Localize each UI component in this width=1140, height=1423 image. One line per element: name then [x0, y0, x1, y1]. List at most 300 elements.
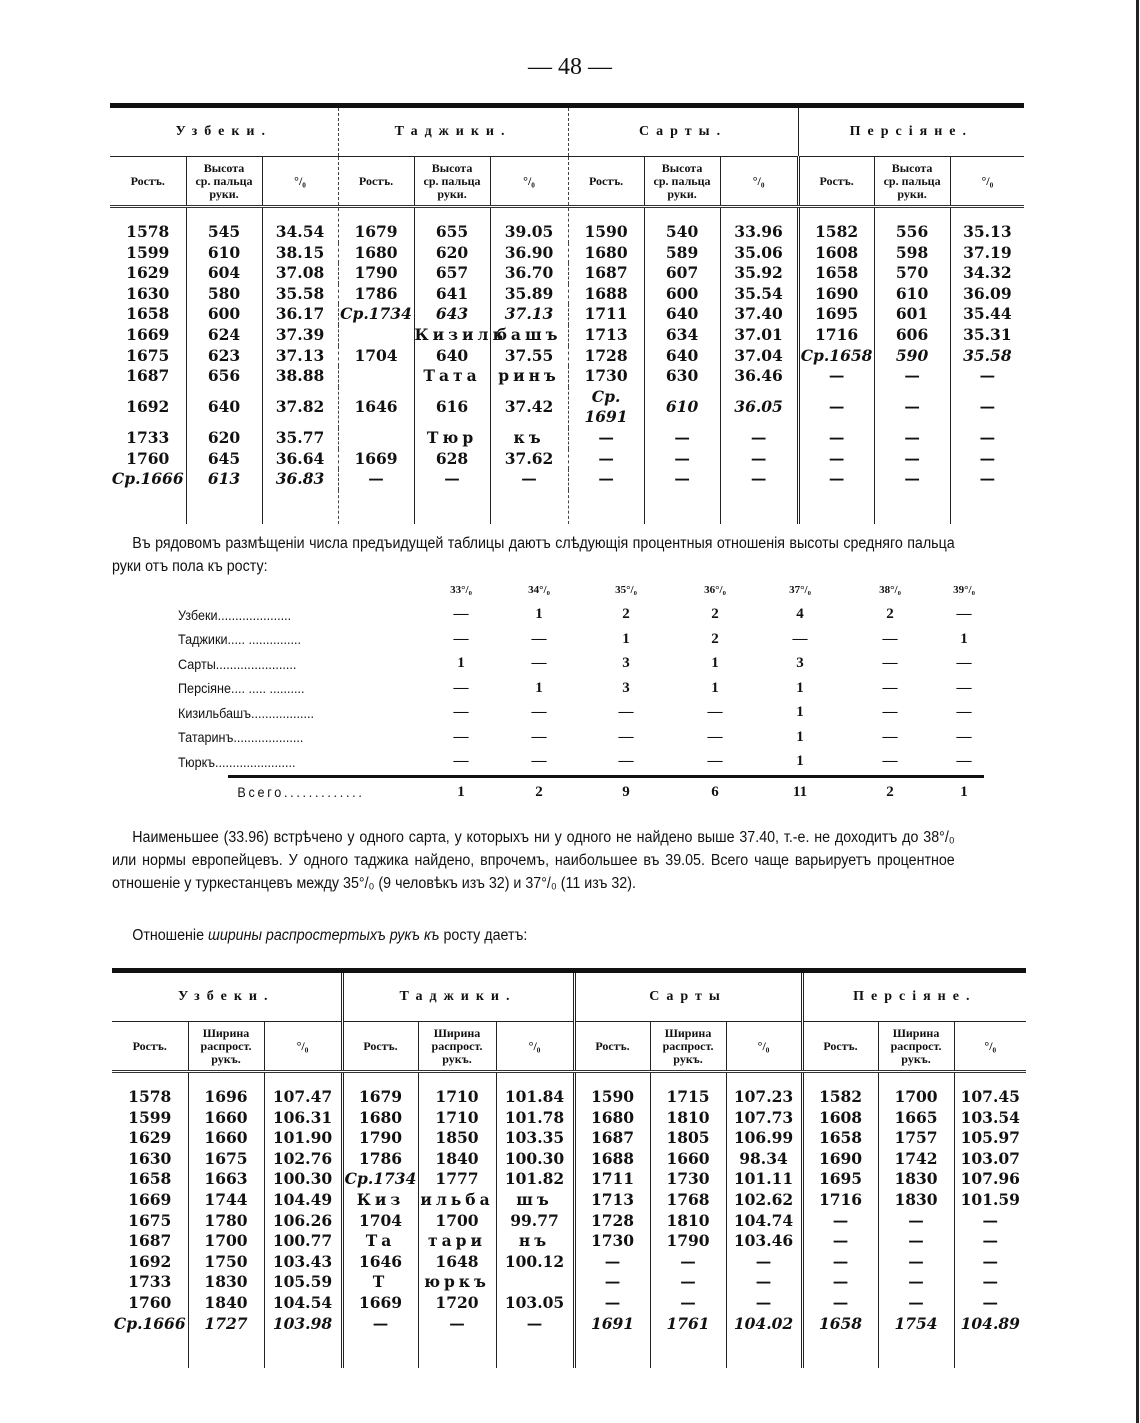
table-cell: Т — [342, 1272, 418, 1293]
column-header-row — [112, 1022, 1026, 1072]
table-row — [112, 1169, 1026, 1190]
summary-header-row — [178, 578, 998, 603]
table-cell: 628 — [414, 449, 490, 470]
table-cell: 1687 — [126, 366, 170, 386]
col-header-line: ср. пальца — [195, 173, 253, 188]
summary-cell: 1 — [535, 679, 543, 696]
summary-cell: — — [882, 679, 898, 696]
table-cell: 540 — [644, 207, 720, 243]
table-cell: 36.46 — [720, 366, 798, 387]
summary-cell: 1 — [960, 630, 968, 647]
summary-cell: 1 — [535, 606, 543, 623]
summary-cell: — — [956, 655, 972, 672]
table-cell: 104.74 — [726, 1211, 802, 1232]
table-cell: 1757 — [878, 1128, 954, 1149]
table-cell: 38.15 — [262, 243, 338, 264]
summary-row-label: Тюркъ....................... — [178, 753, 296, 770]
summary-cell: — — [882, 728, 898, 745]
table-cell: — — [802, 1211, 878, 1232]
col-header-line: руки. — [437, 186, 467, 201]
table-cell: 103.54 — [954, 1108, 1026, 1129]
table-cell: 1830 — [878, 1169, 954, 1190]
table-cell: 36.05 — [720, 387, 798, 428]
table-cell: 1760 — [128, 1292, 172, 1312]
col-header-line: распрост. — [662, 1038, 714, 1053]
table-cell: 600 — [186, 304, 262, 325]
table-cell: — — [644, 469, 720, 490]
table-cell: — — [342, 1314, 418, 1335]
table-padding-cell — [644, 490, 720, 524]
col-header-line: рукъ. — [442, 1051, 472, 1066]
table-padding-cell — [878, 1334, 954, 1368]
group-persiane: Персіяне. — [802, 971, 1026, 1022]
table-cell: 1768 — [650, 1190, 726, 1211]
table-cell: 104.54 — [264, 1293, 342, 1314]
table-cell: 1805 — [650, 1128, 726, 1149]
table-cell: 1688 — [568, 284, 644, 305]
summary-cell: — — [453, 728, 469, 745]
summary-row — [178, 780, 998, 805]
paragraph-intro — [112, 532, 955, 578]
table-cell: 103.46 — [726, 1231, 802, 1252]
table-padding-cell — [802, 1334, 878, 1368]
summary-cell: — — [707, 728, 723, 745]
col-header-rost: Ростъ. — [798, 157, 874, 207]
table-cell: 1850 — [418, 1128, 496, 1149]
summary-column-header: 36°/₀ — [704, 584, 726, 597]
table-padding-cell — [720, 490, 798, 524]
table-cell: 1669 — [342, 1293, 418, 1314]
table-cell: 35.44 — [950, 304, 1024, 325]
table-cell: 35.77 — [262, 428, 338, 449]
table-cell: 624 — [186, 325, 262, 346]
table-cell: 1687 — [574, 1128, 650, 1149]
col-header-line: Высота — [203, 160, 245, 175]
table-row — [110, 449, 1024, 470]
summary-row-label: Таджики..... ............... — [178, 631, 302, 648]
table-cell: 37.62 — [490, 449, 568, 470]
table-padding-cell — [110, 490, 186, 524]
table-padding-cell — [496, 1334, 574, 1368]
table-cell: 1660 — [650, 1149, 726, 1170]
summary-cell: — — [531, 704, 547, 721]
summary-row — [178, 701, 998, 726]
summary-row — [178, 750, 998, 775]
table-cell: 102.76 — [264, 1149, 342, 1170]
table-cell: Киз — [342, 1190, 418, 1211]
summary-cell: — — [792, 630, 808, 647]
table-cell: 35.06 — [720, 243, 798, 264]
table-cell: — — [874, 366, 950, 387]
table-cell: 1690 — [798, 284, 874, 305]
table-cell — [338, 325, 414, 346]
col-header-pct: °/₀ — [950, 157, 1024, 207]
summary-cell: — — [707, 753, 723, 770]
summary-cell: 4 — [796, 606, 804, 623]
table-cell: 655 — [414, 207, 490, 243]
table-cell: 37.08 — [262, 263, 338, 284]
table-cell: — — [720, 428, 798, 449]
col-header-pct: °/₀ — [726, 1022, 802, 1072]
table-cell: 36.64 — [262, 449, 338, 470]
table-cell: 104.89 — [954, 1314, 1026, 1335]
table-cell: 545 — [186, 207, 262, 243]
table-cell: 1727 — [188, 1314, 264, 1335]
table-cell: 39.05 — [490, 207, 568, 243]
table-cell: 590 — [874, 346, 950, 367]
table-cell: 1658 — [798, 263, 874, 284]
para3-post: росту даетъ: — [439, 927, 528, 944]
table-cell: 1687 — [568, 263, 644, 284]
summary-cell: — — [531, 753, 547, 770]
table-cell: 610 — [186, 243, 262, 264]
table-cell: 1754 — [878, 1314, 954, 1335]
table-cell: 656 — [186, 366, 262, 387]
table-cell: 34.32 — [950, 263, 1024, 284]
table-cell: 634 — [644, 325, 720, 346]
table-cell: 1679 — [342, 1072, 418, 1108]
table-cell: — — [954, 1272, 1026, 1293]
col-header-line: Ширина — [892, 1025, 940, 1040]
col-header-pct: °/₀ — [490, 157, 568, 207]
group-tadzhiki: Таджики. — [338, 106, 568, 157]
table-cell: 37.01 — [720, 325, 798, 346]
col-header-line: ср. пальца — [423, 173, 481, 188]
table-cell: 102.62 — [726, 1190, 802, 1211]
table-body — [112, 1072, 1026, 1369]
table-cell: — — [874, 469, 950, 490]
summary-cell: 1 — [796, 679, 804, 696]
table-padding-cell — [262, 490, 338, 524]
table-cell: 640 — [644, 304, 720, 325]
col-header-line: Ширина — [433, 1025, 481, 1040]
table-cell: 1669 — [128, 1189, 172, 1209]
table-cell: — — [878, 1272, 954, 1293]
column-header-row — [110, 157, 1024, 207]
table-cell: 607 — [644, 263, 720, 284]
table-cell: — — [720, 449, 798, 470]
col-header-line: Ширина — [664, 1025, 712, 1040]
table-padding-cell — [112, 1334, 188, 1368]
table-cell: 101.90 — [264, 1128, 342, 1149]
table-cell: — — [644, 449, 720, 470]
table-cell: 37.55 — [490, 346, 568, 367]
table-cell: 35.92 — [720, 263, 798, 284]
table-cell: 1830 — [188, 1272, 264, 1293]
col-header-pct: °/₀ — [264, 1022, 342, 1072]
summary-column-header: 33°/₀ — [450, 584, 472, 597]
table-cell: 1582 — [802, 1072, 878, 1108]
summary-row — [178, 725, 998, 750]
table-cell: 1790 — [338, 263, 414, 284]
paragraph-armspan-intro — [112, 924, 955, 947]
table-cell: 1669 — [338, 449, 414, 470]
table-cell: 35.58 — [262, 284, 338, 305]
table-cell: 1760 — [126, 448, 170, 468]
col-header-measure — [414, 157, 490, 207]
table-cell: 104.02 — [726, 1314, 802, 1335]
col-header-line: руки. — [667, 186, 697, 201]
table-cell: — — [874, 387, 950, 428]
table-cell: 103.43 — [264, 1252, 342, 1273]
table-cell: 37.19 — [950, 243, 1024, 264]
table-cell: 1790 — [342, 1128, 418, 1149]
col-header-measure — [878, 1022, 954, 1072]
table-cell: 616 — [414, 387, 490, 428]
table-cell: 1704 — [338, 346, 414, 367]
table-cell: 1675 — [188, 1149, 264, 1170]
table-cell: 1629 — [128, 1128, 172, 1148]
summary-cell: 2 — [622, 606, 630, 623]
table-padding-cell — [574, 1334, 650, 1368]
table-cell: — — [954, 1211, 1026, 1232]
table-cell: 604 — [186, 263, 262, 284]
group-uzbeki: Узбеки. — [112, 971, 342, 1022]
table-cell: 1810 — [650, 1108, 726, 1129]
table-cell: 1578 — [128, 1087, 172, 1106]
table-cell: Тюр — [414, 428, 490, 449]
table-cell: 1658 — [128, 1169, 172, 1189]
table-cell: 1786 — [342, 1149, 418, 1170]
summary-row-label: Узбеки..................... — [178, 606, 292, 623]
table-cell: — — [950, 366, 1024, 387]
table-padding-cell — [186, 490, 262, 524]
table-cell: 1730 — [650, 1169, 726, 1190]
summary-cell: — — [956, 728, 972, 745]
table-padding-cell — [798, 490, 874, 524]
table-padding-cell — [950, 490, 1024, 524]
table-cell: 1761 — [650, 1314, 726, 1335]
table-cell: 1675 — [128, 1210, 172, 1230]
table-cell: 1630 — [128, 1148, 172, 1168]
table-cell: Кизиль — [414, 324, 507, 344]
table-cell: 1780 — [188, 1211, 264, 1232]
table-row — [110, 387, 1024, 428]
table-cell: — — [726, 1293, 802, 1314]
table-cell: 103.35 — [496, 1128, 574, 1149]
group-tadzhiki: Таджики. — [342, 971, 574, 1022]
table-cell: 33.96 — [720, 207, 798, 243]
table-padding-cell — [188, 1334, 264, 1368]
table-cell: 645 — [186, 449, 262, 470]
summary-cell: 2 — [886, 783, 894, 800]
table-cell: 1710 — [418, 1072, 496, 1108]
table-cell: 1680 — [568, 243, 644, 264]
table-cell: 640 — [644, 346, 720, 367]
table-cell: 1578 — [126, 222, 170, 241]
table-padding-cell — [568, 490, 644, 524]
table-cell: 107.47 — [264, 1072, 342, 1108]
table-cell: — — [414, 469, 490, 490]
table-body — [110, 207, 1024, 524]
table-row — [112, 1252, 1026, 1273]
table-cell: 657 — [414, 263, 490, 284]
table-cell: — — [874, 449, 950, 470]
table-cell: 1713 — [574, 1190, 650, 1211]
table-cell: 1750 — [188, 1252, 264, 1273]
summary-cell: 2 — [711, 606, 719, 623]
table-cell: 1687 — [128, 1231, 172, 1251]
table-cell: 1700 — [188, 1231, 264, 1252]
table-cell: 641 — [414, 284, 490, 305]
table-row — [110, 325, 1024, 346]
table-cell: 1744 — [188, 1190, 264, 1211]
paragraph-analysis-text: Наименьшее (33.96) встрѣчено у одного сарта, у которыхъ ни у одного не найдено выше 37.40, т.-е. не доходитъ до 38°/₀ или нормы европейцевъ. У одного таджика найдено, впрочемъ, наибольшее въ 39.05. Всего чаще варьируетъ процентное отношеніе у туркестанцевъ между 35°/₀ (9 человѣкъ изъ 32) и 37°/₀ (11 изъ 32). — [112, 829, 955, 892]
table-cell: 1713 — [568, 325, 644, 346]
table-cell: 1733 — [126, 427, 170, 447]
col-header-rost: Ростъ. — [342, 1022, 418, 1072]
table-cell: 100.30 — [496, 1149, 574, 1170]
col-header-measure — [650, 1022, 726, 1072]
table-cell: 1710 — [418, 1108, 496, 1129]
table-row — [112, 1149, 1026, 1170]
table-cell: 1660 — [188, 1128, 264, 1149]
summary-cell: — — [882, 630, 898, 647]
col-header-line: Высота — [661, 160, 703, 175]
table-padding-cell — [418, 1334, 496, 1368]
table-cell: 1711 — [568, 304, 644, 325]
table-cell: 1608 — [802, 1108, 878, 1129]
table-cell: 640 — [186, 387, 262, 428]
table-cell: 1715 — [650, 1072, 726, 1108]
table-row — [110, 304, 1024, 325]
table-cell: тари — [418, 1231, 496, 1252]
table-row — [112, 1108, 1026, 1129]
col-header-line: Ширина — [202, 1025, 250, 1040]
table-row — [112, 1072, 1026, 1108]
table-cell: 1665 — [878, 1108, 954, 1129]
table-cell: — — [726, 1272, 802, 1293]
table-cell: 100.77 — [264, 1231, 342, 1252]
summary-row-label: Кизильбашъ.................. — [178, 704, 315, 721]
table-cell: 1608 — [798, 243, 874, 264]
table-cell: 36.17 — [262, 304, 338, 325]
table-cell: 37.39 — [262, 325, 338, 346]
table-padding-cell — [954, 1334, 1026, 1368]
table-cell: 1599 — [126, 242, 170, 262]
table-cell: — — [878, 1252, 954, 1273]
table-cell: 99.77 — [496, 1211, 574, 1232]
table-cell: 1742 — [878, 1149, 954, 1170]
table-row — [112, 1272, 1026, 1293]
table-cell: 101.11 — [726, 1169, 802, 1190]
table-cell: 640 — [414, 346, 490, 367]
table-cell: 37.40 — [720, 304, 798, 325]
table-cell: 1599 — [128, 1107, 172, 1127]
table-cell: 35.13 — [950, 207, 1024, 243]
table-cell: 1680 — [342, 1108, 418, 1129]
table-cell: — — [418, 1314, 496, 1335]
table-cell: 36.09 — [950, 284, 1024, 305]
table-cell: 1679 — [338, 207, 414, 243]
table-cell: 610 — [644, 387, 720, 428]
table-padding-cell — [874, 490, 950, 524]
summary-cell: — — [882, 753, 898, 770]
col-header-rost: Ростъ. — [574, 1022, 650, 1072]
table-cell: 1590 — [568, 207, 644, 243]
table-cell: 1830 — [878, 1190, 954, 1211]
table-cell: — — [568, 469, 644, 490]
table-cell: 1690 — [802, 1149, 878, 1170]
table-cell: 36.70 — [490, 263, 568, 284]
table-cell: 35.31 — [950, 325, 1024, 346]
table-cell: ринъ — [490, 366, 568, 387]
summary-row — [178, 603, 998, 628]
table-cell: 34.54 — [262, 207, 338, 243]
table-cell: — — [950, 428, 1024, 449]
table-padding-cell — [342, 1334, 418, 1368]
summary-row-label: Татаринъ.................... — [178, 729, 304, 746]
table-cell: — — [490, 469, 568, 490]
table-cell: 1700 — [878, 1072, 954, 1108]
table-cell: 37.42 — [490, 387, 568, 428]
table-cell: 589 — [644, 243, 720, 264]
total-rule — [228, 775, 984, 778]
table-cell: 1790 — [650, 1231, 726, 1252]
table-row — [110, 428, 1024, 449]
summary-cell: 11 — [792, 783, 808, 800]
table-cell: — — [650, 1293, 726, 1314]
table-cell: 1629 — [126, 263, 170, 283]
table-cell: 1730 — [568, 366, 644, 387]
table-cell: 1716 — [802, 1190, 878, 1211]
table-cell: 1680 — [338, 243, 414, 264]
table-cell: 620 — [186, 428, 262, 449]
table-cell: — — [878, 1293, 954, 1314]
col-header-rost: Ростъ. — [802, 1022, 878, 1072]
table-cell: 107.96 — [954, 1169, 1026, 1190]
table-cell: 103.07 — [954, 1149, 1026, 1170]
para3-emphasis: ширины распростертыхъ рукъ къ — [207, 927, 440, 944]
para3-pre: Отношеніе — [132, 927, 208, 944]
col-header-pct: °/₀ — [496, 1022, 574, 1072]
col-header-line: рукъ. — [901, 1051, 931, 1066]
col-header-line: Высота — [891, 160, 933, 175]
summary-column-header: 35°/₀ — [615, 584, 637, 597]
table-cell: — — [496, 1314, 574, 1335]
table-cell: 106.99 — [726, 1128, 802, 1149]
table-cell: 103.98 — [264, 1314, 342, 1335]
table-cell: 101.78 — [496, 1108, 574, 1129]
table-row — [112, 1190, 1026, 1211]
summary-row-label: Персіяне.... ..... .......... — [178, 680, 305, 697]
table-cell: 1663 — [188, 1169, 264, 1190]
table-row — [110, 284, 1024, 305]
table-cell: 35.54 — [720, 284, 798, 305]
col-header-line: распрост. — [431, 1038, 483, 1053]
col-header-line: ср. пальца — [883, 173, 941, 188]
table-row — [110, 346, 1024, 367]
table-cell: 36.90 — [490, 243, 568, 264]
group-uzbeki: Узбеки. — [110, 106, 338, 157]
summary-cell: — — [453, 630, 469, 647]
table-cell: — — [878, 1211, 954, 1232]
summary-cell: 6 — [711, 783, 719, 800]
table-cell: — — [950, 387, 1024, 428]
table-padding-cell — [264, 1334, 342, 1368]
percent-distribution-table — [178, 578, 998, 805]
table-cell: 37.13 — [262, 346, 338, 367]
table-cell: — — [726, 1252, 802, 1273]
page-number: — 48 — — [528, 54, 612, 80]
table-cell: башъ — [490, 325, 568, 346]
table-cell: нъ — [496, 1231, 574, 1252]
summary-cell: — — [707, 704, 723, 721]
table-cell: 1675 — [126, 345, 170, 365]
table-cell: — — [954, 1252, 1026, 1273]
table-cell: 598 — [874, 243, 950, 264]
table-cell: — — [878, 1231, 954, 1252]
